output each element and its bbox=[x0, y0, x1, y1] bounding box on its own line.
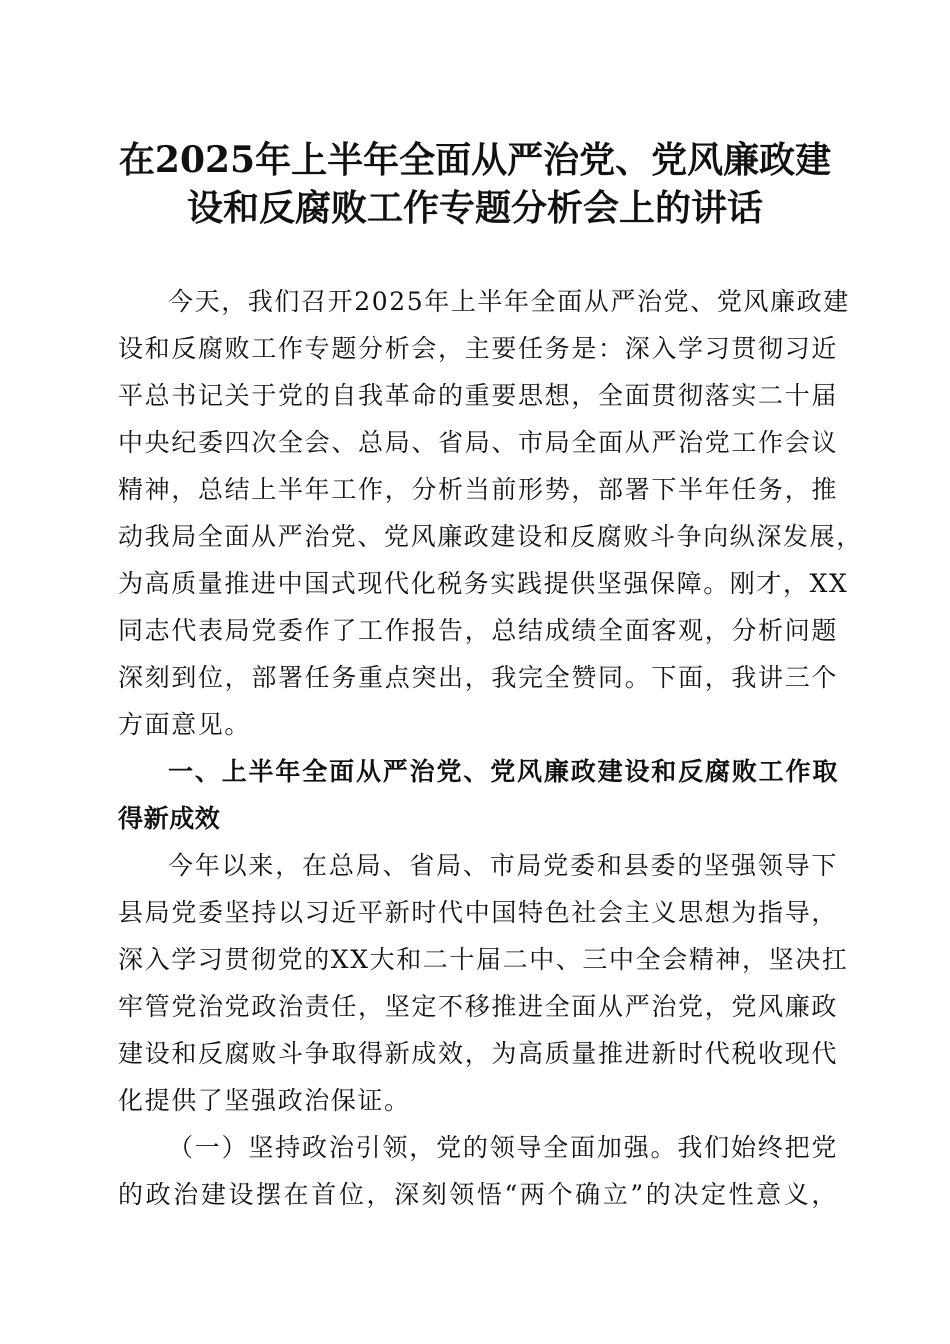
page-title bbox=[100, 136, 850, 232]
text-line: 化提供了坚强政治保证。 bbox=[118, 1086, 411, 1115]
text-line: 精神，总结上半年工作，分析当前形势，部署下半年任务，推 bbox=[118, 475, 838, 504]
text-line: 建设和反腐败斗争取得新成效，为高质量推进新时代税收现代 bbox=[118, 1039, 838, 1068]
text-line: 今年以来，在总局、省局、市局党委和县委的坚强领导下 bbox=[168, 851, 838, 880]
text-line: 中央纪委四次全会、总局、省局、市局全面从严治党工作会议 bbox=[118, 428, 838, 457]
paragraph-subsection-1 bbox=[118, 1124, 838, 1218]
text-line: 的政治建设摆在首位，深刻领悟“两个确立”的决定性意义， bbox=[118, 1180, 838, 1209]
title-line: 在2025年上半年全面从严治党、党风廉政建 bbox=[118, 139, 832, 181]
text-line: 平总书记关于党的自我革命的重要思想，全面贯彻落实二十届 bbox=[118, 381, 838, 410]
text-line: 同志代表局党委作了工作报告，总结成绩全面客观，分析问题 bbox=[118, 616, 838, 645]
text-line: 今天，我们召开2025年上半年全面从严治党、党风廉政建 bbox=[168, 287, 850, 316]
title-line: 设和反腐败工作专题分析会上的讲话 bbox=[186, 187, 763, 229]
section-heading-1 bbox=[118, 748, 838, 842]
text-line: 牢管党治党政治责任，坚定不移推进全面从严治党，党风廉政 bbox=[118, 992, 838, 1021]
heading-line: 一、上半年全面从严治党、党风廉政建设和反腐败工作取 bbox=[168, 757, 838, 786]
paragraph-achievements bbox=[118, 842, 849, 1124]
paragraph-intro bbox=[118, 278, 863, 748]
text-line: 深刻到位，部署任务重点突出，我完全赞同。下面，我讲三个 bbox=[118, 663, 838, 692]
heading-line: 得新成效 bbox=[118, 804, 221, 833]
text-line: 为高质量推进中国式现代化税务实践提供坚强保障。刚才，XX bbox=[118, 569, 849, 598]
text-line: 深入学习贯彻党的XX大和二十届二中、三中全会精神，坚决扛 bbox=[118, 945, 849, 974]
text-line: 县局党委坚持以习近平新时代中国特色社会主义思想为指导， bbox=[118, 898, 838, 927]
text-line: （一）坚持政治引领，党的领导全面加强。我们始终把党 bbox=[168, 1133, 838, 1162]
document-body bbox=[118, 278, 863, 1218]
text-line: 设和反腐败工作专题分析会，主要任务是：深入学习贯彻习近 bbox=[118, 334, 838, 363]
text-line: 方面意见。 bbox=[118, 710, 252, 739]
text-line: 动我局全面从严治党、党风廉政建设和反腐败斗争向纵深发展， bbox=[118, 522, 863, 551]
